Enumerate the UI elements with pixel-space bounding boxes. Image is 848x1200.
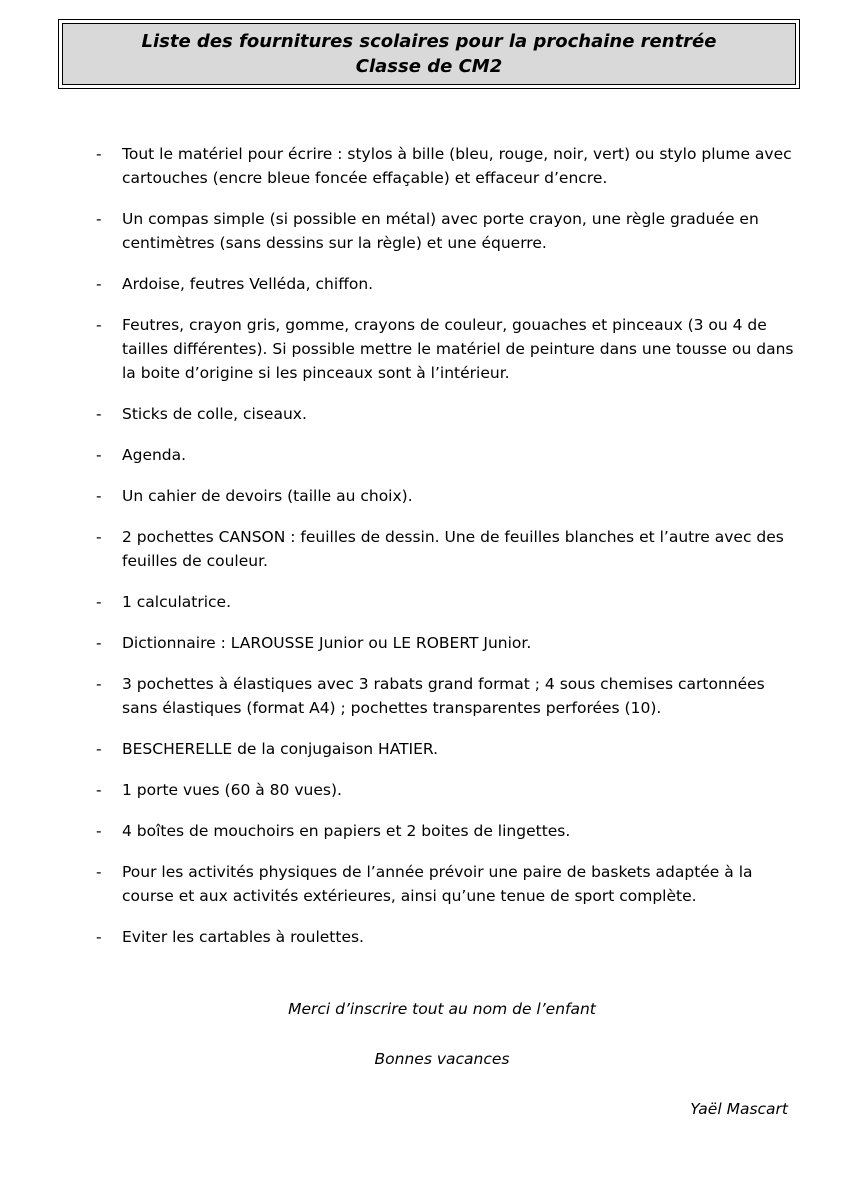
- title-banner: [62, 23, 796, 85]
- list-item: [0, 590, 848, 614]
- list-item-text: 4 boîtes de mouchoirs en papiers et 2 boites de lingettes.: [122, 822, 571, 840]
- signature: Yaël Mascart: [690, 1100, 788, 1118]
- list-bullet: -: [96, 863, 102, 881]
- class-subtitle: Classe de CM2: [355, 56, 503, 77]
- list-item: [0, 819, 848, 843]
- list-bullet: -: [96, 740, 102, 758]
- list-item: [0, 525, 848, 573]
- list-item-text: Sticks de colle, ciseaux.: [122, 405, 307, 423]
- list-item-text: Un compas simple (si possible en métal) avec porte crayon, une règle graduée en centimètres (sans dessins sur la règle) et une équerre.: [122, 210, 759, 252]
- list-bullet: -: [96, 275, 102, 293]
- list-bullet: -: [96, 446, 102, 464]
- list-bullet: -: [96, 405, 102, 423]
- list-item: [0, 737, 848, 761]
- list-bullet: -: [96, 528, 102, 546]
- list-item-text: Feutres, crayon gris, gomme, crayons de couleur, gouaches et pinceaux (3 ou 4 de tailles différentes). Si possible mettre le matériel de peinture dans une tousse ou dans la boite d’origine si les pinceaux sont à l’intérieur.: [122, 316, 794, 382]
- list-item-text: 3 pochettes à élastiques avec 3 rabats grand format ; 4 sous chemises cartonnées sans élastiques (format A4) ; pochettes transparentes perforées (10).: [122, 675, 765, 717]
- list-item: [0, 272, 848, 296]
- list-item-text: Un cahier de devoirs (taille au choix).: [122, 487, 413, 505]
- list-bullet: -: [96, 316, 102, 334]
- supplies-list: [0, 142, 848, 966]
- list-item: [0, 484, 848, 508]
- list-item-text: Tout le matériel pour écrire : stylos à bille (bleu, rouge, noir, vert) ou stylo plume avec cartouches (encre bleue foncée effaçable) et effaceur d’encre.: [122, 145, 792, 187]
- list-item-text: Ardoise, feutres Velléda, chiffon.: [122, 275, 374, 293]
- list-item: [0, 142, 848, 190]
- list-bullet: -: [96, 593, 102, 611]
- list-item: [0, 860, 848, 908]
- list-item-text: Pour les activités physiques de l’année prévoir une paire de baskets adaptée à la course et aux activités extérieures, ainsi qu’une tenue de sport complète.: [122, 863, 753, 905]
- closing-greeting: Bonnes vacances: [374, 1050, 510, 1068]
- list-item: [0, 925, 848, 949]
- list-item-text: 2 pochettes CANSON : feuilles de dessin. Une de feuilles blanches et l’autre avec des feuilles de couleur.: [122, 528, 784, 570]
- list-item: [0, 207, 848, 255]
- title-box: [58, 19, 800, 89]
- list-item-text: BESCHERELLE de la conjugaison HATIER.: [122, 740, 439, 758]
- list-bullet: -: [96, 928, 102, 946]
- list-bullet: -: [96, 487, 102, 505]
- list-bullet: -: [96, 781, 102, 799]
- list-bullet: -: [96, 634, 102, 652]
- page-title: Liste des fournitures scolaires pour la prochaine rentrée: [141, 31, 717, 52]
- list-bullet: -: [96, 210, 102, 228]
- list-bullet: -: [96, 675, 102, 693]
- closing-note: Merci d’inscrire tout au nom de l’enfant: [288, 1000, 596, 1018]
- list-item: [0, 672, 848, 720]
- list-bullet: -: [96, 145, 102, 163]
- list-item: [0, 778, 848, 802]
- list-item-text: Agenda.: [122, 446, 187, 464]
- list-item-text: Eviter les cartables à roulettes.: [122, 928, 364, 946]
- list-item-text: Dictionnaire : LAROUSSE Junior ou LE ROBERT Junior.: [122, 634, 532, 652]
- list-item: [0, 313, 848, 385]
- list-item-text: 1 porte vues (60 à 80 vues).: [122, 781, 342, 799]
- list-item: [0, 631, 848, 655]
- list-item-text: 1 calculatrice.: [122, 593, 232, 611]
- list-bullet: -: [96, 822, 102, 840]
- list-item: [0, 443, 848, 467]
- list-item: [0, 402, 848, 426]
